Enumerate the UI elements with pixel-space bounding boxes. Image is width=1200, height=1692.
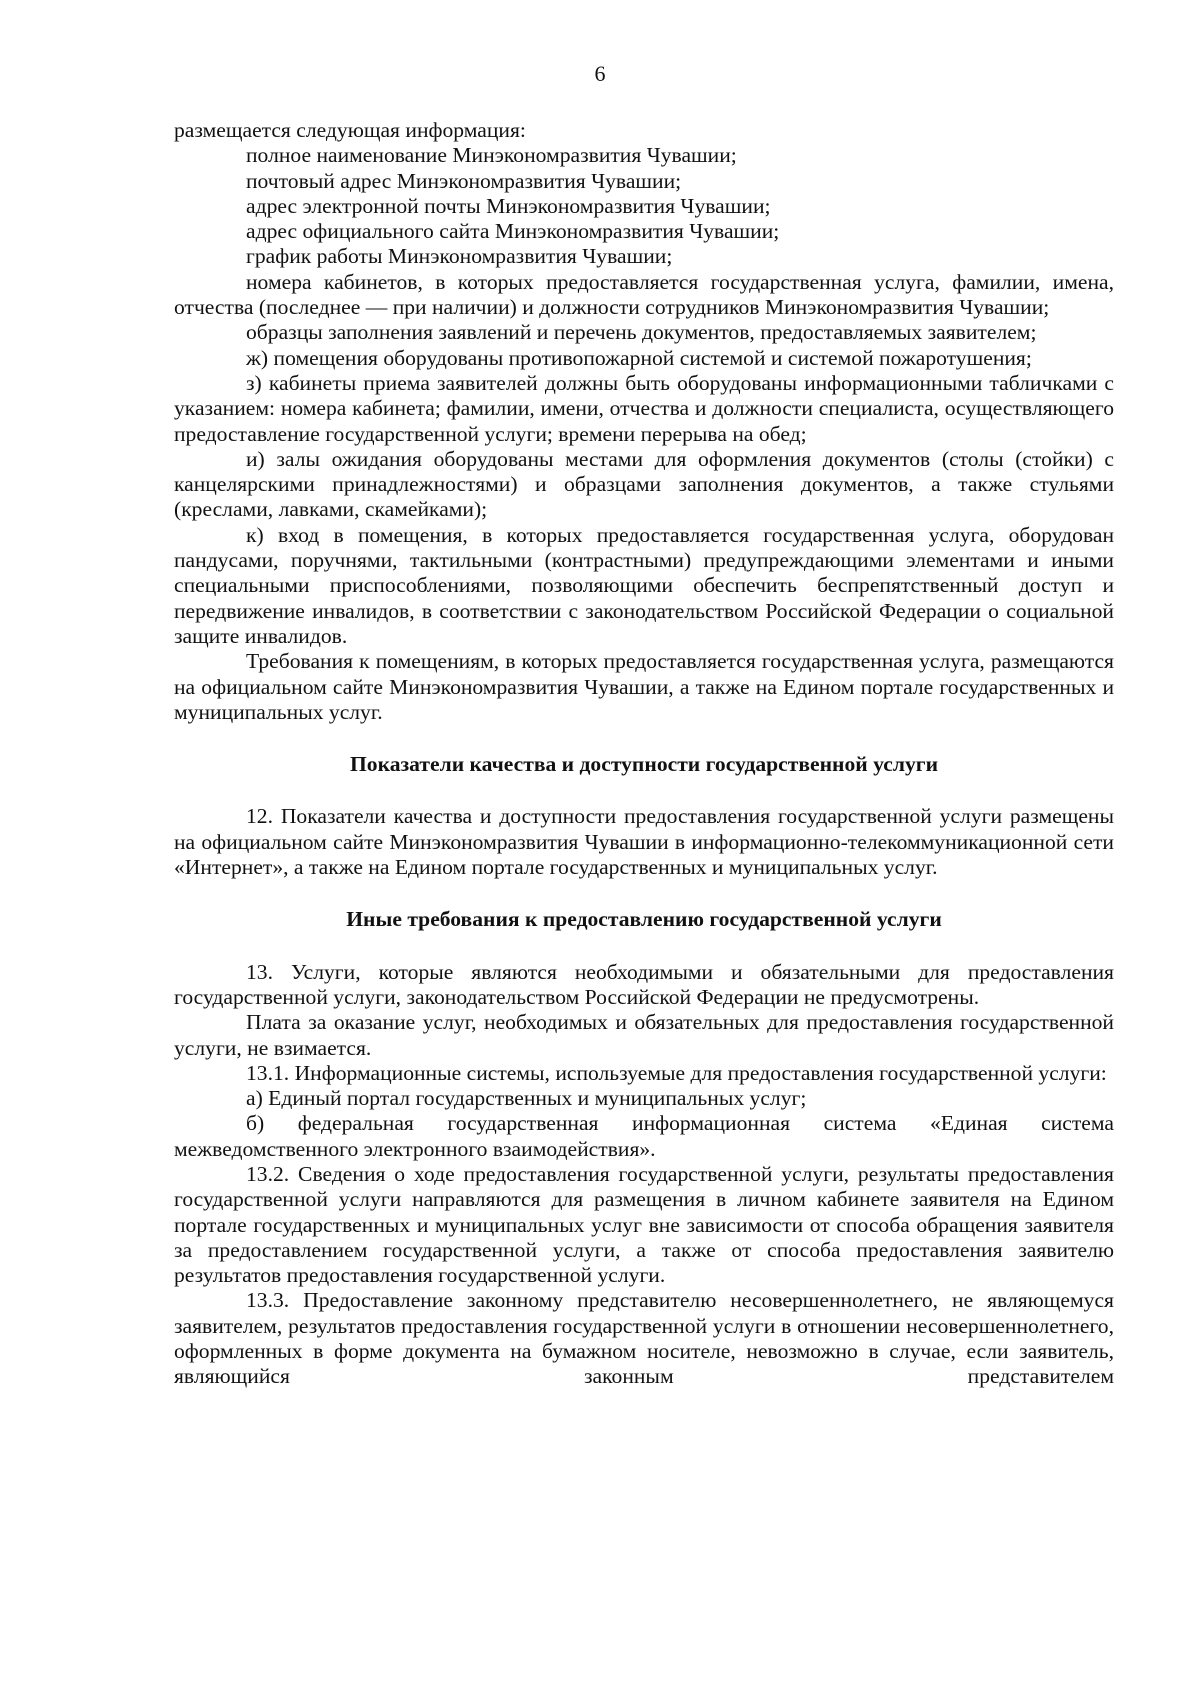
section-heading-other-requirements: Иные требования к предоставлению государственной услуги	[346, 907, 942, 932]
paragraph-item-zh: ж) помещения оборудованы противопожарной системой и системой пожаротушения;	[246, 345, 1032, 370]
list-item: номера кабинетов, в которых предоставляется государственная услуга, фамилии, имена, отчества (последнее — при наличии) и должности сотрудников Минэкономразвития Чувашии;	[174, 269, 1114, 320]
paragraph-13-3: 13.3. Предоставление законному представителю несовершеннолетнего, не являющемуся заявителем, результатов предоставления государственной услуги в отношении несовершеннолетнего, оформленных в форме документа на бумажном носителе, невозможно в случае, если заявитель, являющийся законным представителем	[174, 1288, 1114, 1389]
spacer	[174, 933, 1114, 960]
spacer	[174, 777, 1114, 804]
document-body	[174, 118, 1114, 1390]
list-item: почтовый адрес Минэкономразвития Чувашии;	[246, 168, 682, 193]
list-item: а) Единый портал государственных и муниципальных услуг;	[246, 1086, 807, 1111]
page-number: 6	[594, 61, 606, 86]
paragraph-13-2: 13.2. Сведения о ходе предоставления государственной услуги, результаты предоставления государственной услуги направляются для размещения в личном кабинете заявителя на Едином портале государственных и муниципальных услуг вне зависимости от способа обращения заявителя за предоставлением государственной услуги, а также от способа предоставления заявителю результатов предоставления государственной услуги.	[174, 1161, 1114, 1288]
list-item: образцы заполнения заявлений и перечень документов, предоставляемых заявителем;	[246, 320, 1037, 345]
list-item: б) федеральная государственная информационная система «Единая система межведомственного электронного взаимодействия».	[174, 1111, 1114, 1161]
list-item: график работы Минэкономразвития Чувашии;	[246, 244, 673, 269]
paragraph-13: 13. Услуги, которые являются необходимыми и обязательными для предоставления государственной услуги, законодательством Российской Федерации не предусмотрены.	[174, 959, 1114, 1009]
paragraph-12: 12. Показатели качества и доступности предоставления государственной услуги размещены на официальном сайте Минэкономразвития Чувашии в информационно-телекоммуникационной сети «Интернет», а также на Едином портале государственных и муниципальных услуг.	[174, 804, 1114, 880]
paragraph-13-1: 13.1. Информационные системы, используемые для предоставления государственной услуги:	[246, 1060, 1107, 1085]
paragraph: Требования к помещениям, в которых предоставляется государственная услуга, размещаются на официальном сайте Минэкономразвития Чувашии, а также на Едином портале государственных и муниципальных услуг.	[174, 649, 1114, 724]
spacer	[174, 725, 1114, 752]
paragraph-item-k: к) вход в помещения, в которых предоставляется государственная услуга, оборудован пандусами, поручнями, тактильными (контрастными) предупреждающими элементами и иными специальными приспособлениями, позволяющими обеспечить беспрепятственный доступ и передвижение инвалидов, в соответствии с законодательством Российской Федерации о социальной защите инвалидов.	[174, 522, 1114, 648]
paragraph: размещается следующая информация:	[174, 118, 526, 142]
list-item: адрес электронной почты Минэкономразвития Чувашии;	[246, 193, 771, 218]
paragraph-item-z: з) кабинеты приема заявителей должны быть оборудованы информационными табличками с указанием: номера кабинета; фамилии, имени, отчества и должности специалиста, осуществляющего предоставление государственной услуги; времени перерыва на обед;	[174, 370, 1114, 446]
list-item: полное наименование Минэкономразвития Чувашии;	[246, 143, 737, 168]
section-heading-quality: Показатели качества и доступности государственной услуги	[349, 752, 939, 777]
list-item: адрес официального сайта Минэкономразвития Чувашии;	[246, 219, 780, 244]
spacer	[174, 880, 1114, 907]
paragraph: Плата за оказание услуг, необходимых и обязательных для предоставления государственной услуги, не взимается.	[174, 1010, 1114, 1060]
paragraph-item-i: и) залы ожидания оборудованы местами для оформления документов (столы (стойки) с канцелярскими принадлежностями) и образцами заполнения документов, а также стульями (креслами, лавками, скамейками);	[174, 446, 1114, 522]
